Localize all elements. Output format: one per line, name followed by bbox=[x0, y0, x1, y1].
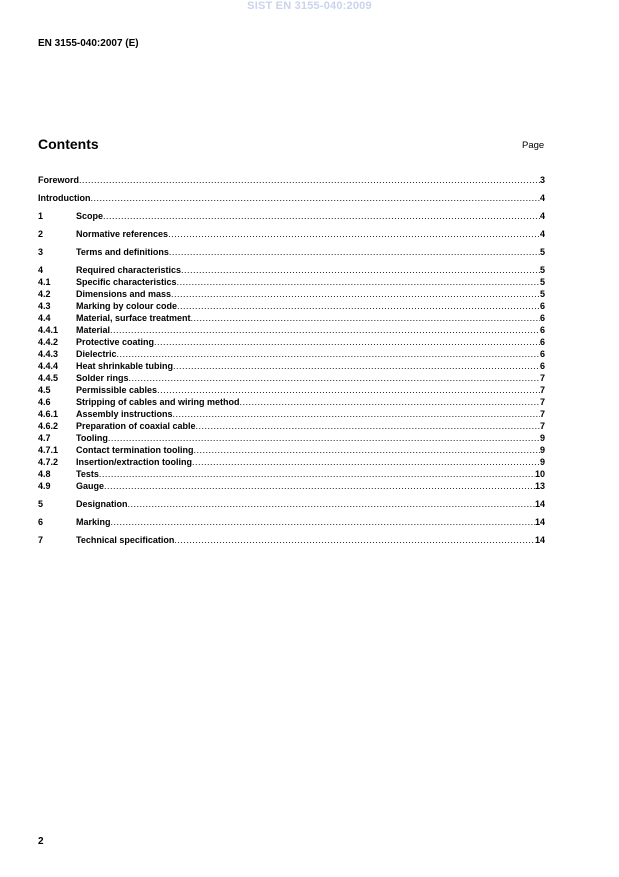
toc-entry-title: Heat shrinkable tubing bbox=[76, 361, 174, 371]
toc-entry-number: 4.4.5 bbox=[38, 373, 59, 383]
toc-entry-title: Gauge bbox=[76, 481, 105, 491]
toc-entry[interactable] bbox=[38, 396, 545, 408]
toc-entry-title: Contact termination tooling bbox=[76, 445, 194, 455]
toc-dot-leader bbox=[191, 312, 540, 324]
toc-entry-title: Insertion/extraction tooling bbox=[76, 457, 193, 467]
toc-entry[interactable] bbox=[38, 228, 545, 240]
toc-entry-number: 4.7 bbox=[38, 433, 51, 443]
toc-entry-page: 9 bbox=[539, 457, 545, 467]
toc-entry-title: Tests bbox=[76, 469, 99, 479]
toc-entry-number: 4.6 bbox=[38, 397, 51, 407]
page-number: 2 bbox=[38, 836, 44, 847]
toc-entry[interactable] bbox=[38, 276, 545, 288]
toc-entry-number: 4.3 bbox=[38, 301, 51, 311]
toc-entry[interactable] bbox=[38, 408, 545, 420]
toc-entry-title: Material, surface treatment bbox=[76, 313, 191, 323]
toc-entry-page: 7 bbox=[539, 373, 545, 383]
toc-entry[interactable] bbox=[38, 174, 545, 186]
toc-dot-leader bbox=[240, 396, 540, 408]
toc-entry-title: Foreword bbox=[38, 175, 80, 185]
toc-dot-leader bbox=[157, 384, 540, 396]
toc-entry-number: 4 bbox=[38, 265, 44, 275]
toc-dot-leader bbox=[91, 192, 540, 204]
toc-entry-page: 6 bbox=[539, 337, 545, 347]
toc-dot-leader bbox=[104, 480, 535, 492]
toc-dot-leader bbox=[196, 420, 540, 432]
toc-entry-number: 4.1 bbox=[38, 277, 51, 287]
toc-entry-page: 4 bbox=[539, 193, 545, 203]
toc-entry-page: 13 bbox=[534, 481, 545, 491]
toc-entry-page: 3 bbox=[539, 175, 545, 185]
toc-entry-title: Material bbox=[76, 325, 111, 335]
toc-dot-leader bbox=[168, 228, 540, 240]
toc-entry-title: Terms and definitions bbox=[76, 247, 169, 257]
toc-entry-page: 5 bbox=[539, 289, 545, 299]
toc-entry-page: 5 bbox=[539, 265, 545, 275]
toc-entry[interactable] bbox=[38, 432, 545, 444]
toc-entry-number: 4.4 bbox=[38, 313, 51, 323]
toc-entry[interactable] bbox=[38, 534, 545, 546]
toc-entry-title: Marking by colour code bbox=[76, 301, 178, 311]
toc-dot-leader bbox=[181, 264, 540, 276]
toc-entry-page: 6 bbox=[539, 325, 545, 335]
toc-entry[interactable] bbox=[38, 192, 545, 204]
toc-entry-number: 4.4.1 bbox=[38, 325, 59, 335]
toc-entry[interactable] bbox=[38, 246, 545, 258]
toc-entry[interactable] bbox=[38, 420, 545, 432]
toc-entry-title: Normative references bbox=[76, 229, 169, 239]
toc-dot-leader bbox=[171, 288, 540, 300]
toc-entry-number: 3 bbox=[38, 247, 44, 257]
toc-entry[interactable] bbox=[38, 360, 545, 372]
toc-entry-title: Preparation of coaxial cable bbox=[76, 421, 196, 431]
document-id: EN 3155-040:2007 (E) bbox=[38, 38, 139, 49]
contents-heading: Contents bbox=[38, 136, 99, 152]
toc-dot-leader bbox=[177, 300, 540, 312]
toc-entry-number: 4.9 bbox=[38, 481, 51, 491]
toc-entry-number: 4.4.3 bbox=[38, 349, 59, 359]
toc-entry-number: 4.6.1 bbox=[38, 409, 59, 419]
toc-dot-leader bbox=[79, 174, 540, 186]
toc-entry-title: Stripping of cables and wiring method bbox=[76, 397, 240, 407]
toc-dot-leader bbox=[129, 372, 540, 384]
toc-dot-leader bbox=[117, 348, 540, 360]
toc-dot-leader bbox=[174, 534, 535, 546]
toc-entry-title: Required characteristics bbox=[76, 265, 182, 275]
toc-entry-title: Protective coating bbox=[76, 337, 155, 347]
toc-entry-page: 10 bbox=[534, 469, 545, 479]
toc-entry[interactable] bbox=[38, 480, 545, 492]
toc-entry-page: 7 bbox=[539, 421, 545, 431]
toc-entry-title: Dimensions and mass bbox=[76, 289, 172, 299]
toc-entry[interactable] bbox=[38, 456, 545, 468]
toc-entry-number: 4.5 bbox=[38, 385, 51, 395]
toc-entry-number: 4.7.1 bbox=[38, 445, 59, 455]
toc-entry-number: 4.8 bbox=[38, 469, 51, 479]
toc-entry-page: 6 bbox=[539, 349, 545, 359]
toc-entry-number: 4.7.2 bbox=[38, 457, 59, 467]
toc-dot-leader bbox=[173, 360, 540, 372]
toc-entry-page: 14 bbox=[534, 517, 545, 527]
toc-entry[interactable] bbox=[38, 516, 545, 528]
toc-entry[interactable] bbox=[38, 498, 545, 510]
toc-entry-number: 6 bbox=[38, 517, 44, 527]
toc-dot-leader bbox=[103, 210, 540, 222]
toc-entry-number: 4.6.2 bbox=[38, 421, 59, 431]
toc-entry[interactable] bbox=[38, 348, 545, 360]
toc-dot-leader bbox=[108, 432, 540, 444]
toc-entry-page: 7 bbox=[539, 397, 545, 407]
toc-entry-number: 2 bbox=[38, 229, 44, 239]
toc-entry-title: Designation bbox=[76, 499, 128, 509]
toc-entry-number: 4.2 bbox=[38, 289, 51, 299]
toc-entry-page: 5 bbox=[539, 277, 545, 287]
toc-entry[interactable] bbox=[38, 372, 545, 384]
toc-entry-number: 7 bbox=[38, 535, 44, 545]
toc-dot-leader bbox=[173, 408, 540, 420]
toc-entry-page: 4 bbox=[539, 229, 545, 239]
toc-entry-page: 9 bbox=[539, 445, 545, 455]
toc-dot-leader bbox=[111, 516, 535, 528]
table-of-contents bbox=[38, 174, 545, 546]
toc-entry[interactable] bbox=[38, 300, 545, 312]
toc-entry-page: 6 bbox=[539, 313, 545, 323]
toc-dot-leader bbox=[177, 276, 540, 288]
watermark: SIST EN 3155-040:2009 bbox=[247, 0, 372, 12]
toc-dot-leader bbox=[194, 444, 540, 456]
toc-entry-page: 7 bbox=[539, 385, 545, 395]
toc-entry-page: 9 bbox=[539, 433, 545, 443]
toc-entry-number: 1 bbox=[38, 211, 44, 221]
toc-entry-page: 4 bbox=[539, 211, 545, 221]
toc-dot-leader bbox=[169, 246, 540, 258]
toc-dot-leader bbox=[110, 324, 540, 336]
toc-entry-title: Technical specification bbox=[76, 535, 175, 545]
toc-entry-page: 6 bbox=[539, 301, 545, 311]
toc-entry-title: Introduction bbox=[38, 193, 91, 203]
toc-entry[interactable] bbox=[38, 288, 545, 300]
toc-dot-leader bbox=[192, 456, 540, 468]
toc-entry-title: Tooling bbox=[76, 433, 108, 443]
toc-entry-number: 5 bbox=[38, 499, 44, 509]
toc-entry-title: Assembly instructions bbox=[76, 409, 173, 419]
toc-entry-page: 14 bbox=[534, 535, 545, 545]
toc-entry-title: Permissible cables bbox=[76, 385, 158, 395]
toc-entry-page: 5 bbox=[539, 247, 545, 257]
toc-entry[interactable] bbox=[38, 444, 545, 456]
toc-entry[interactable] bbox=[38, 210, 545, 222]
toc-entry-title: Marking bbox=[76, 517, 111, 527]
toc-entry-page: 6 bbox=[539, 361, 545, 371]
toc-entry[interactable] bbox=[38, 312, 545, 324]
toc-dot-leader bbox=[128, 498, 535, 510]
toc-entry-title: Solder rings bbox=[76, 373, 129, 383]
toc-entry-number: 4.4.4 bbox=[38, 361, 59, 371]
page-column-label: Page bbox=[522, 140, 545, 151]
toc-entry-page: 7 bbox=[539, 409, 545, 419]
toc-entry[interactable] bbox=[38, 324, 545, 336]
toc-entry[interactable] bbox=[38, 264, 545, 276]
toc-entry[interactable] bbox=[38, 468, 545, 480]
toc-dot-leader bbox=[154, 336, 540, 348]
toc-dot-leader bbox=[99, 468, 535, 480]
toc-entry-page: 14 bbox=[534, 499, 545, 509]
toc-entry-number: 4.4.2 bbox=[38, 337, 59, 347]
toc-entry[interactable] bbox=[38, 336, 545, 348]
toc-entry[interactable] bbox=[38, 384, 545, 396]
toc-entry-title: Specific characteristics bbox=[76, 277, 177, 287]
toc-entry-title: Dielectric bbox=[76, 349, 117, 359]
toc-entry-title: Scope bbox=[76, 211, 104, 221]
